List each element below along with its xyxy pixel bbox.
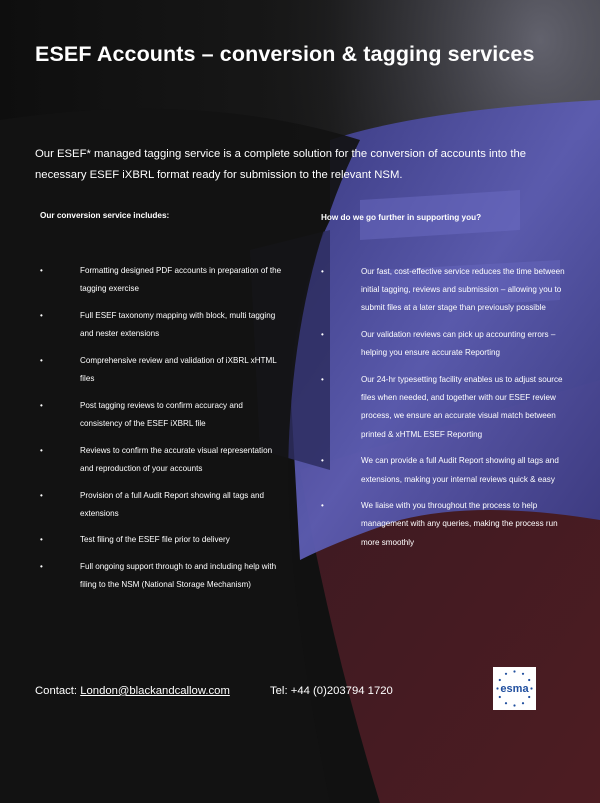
list-item — [40, 397, 285, 433]
esma-logo — [493, 667, 536, 710]
list-item — [40, 531, 285, 549]
list-item-text: Full ongoing support through to and including help with filing to the NSM (National Storage Mechanism) — [80, 562, 277, 590]
list-item — [321, 326, 571, 362]
bullet-icon: • — [40, 266, 43, 275]
list-item — [321, 263, 571, 318]
bullet-icon: • — [321, 267, 324, 276]
esma-logo-text: esma — [500, 683, 529, 695]
list-item — [40, 487, 285, 523]
list-item — [321, 371, 571, 444]
bullet-icon: • — [40, 400, 43, 410]
list-item-text: We liaise with you throughout the process to help management with any queries, making the process run more smoothly — [361, 501, 558, 547]
bullet-icon: • — [40, 562, 43, 572]
list-item — [40, 352, 285, 388]
list-item-text: Comprehensive review and validation of iXBRL xHTML files — [80, 355, 277, 384]
left-column-heading: Our conversion service includes: — [40, 211, 170, 220]
list-item-text: Our fast, cost-effective service reduces the time between initial tagging, reviews and submission – allowing you to submit files at a later stage than previously possible — [361, 267, 565, 313]
right-column-heading: How do we go further in supporting you? — [321, 213, 482, 222]
bullet-icon: • — [40, 445, 43, 455]
list-item — [321, 452, 571, 488]
conversion-services-list — [40, 262, 285, 603]
bullet-icon: • — [321, 330, 324, 340]
contact-label: Contact: — [35, 685, 78, 697]
list-item-text: Provision of a full Audit Report showing all tags and extensions — [80, 490, 265, 518]
list-item — [321, 497, 571, 552]
list-item-text: Formatting designed PDF accounts in preparation of the tagging exercise — [80, 266, 282, 294]
list-item — [40, 307, 285, 343]
bullet-icon: • — [321, 501, 324, 511]
bullet-icon: • — [40, 490, 43, 500]
support-benefits-list — [321, 263, 571, 560]
esma-logo-icon — [493, 667, 536, 710]
telephone-text: Tel: +44 (0)203794 1720 — [270, 685, 393, 697]
intro-paragraph: Our ESEF* managed tagging service is a complete solution for the conversion of accounts into the necessary ESEF iXBRL format ready for submission to the relevant NSM. — [35, 148, 527, 181]
list-item — [40, 558, 285, 594]
contact-email-link[interactable]: London@blackandcallow.com — [80, 685, 230, 697]
page-title: ESEF Accounts – conversion & tagging services — [35, 42, 535, 66]
list-item-text: Post tagging reviews to confirm accuracy and consistency of the ESEF iXBRL file — [80, 400, 243, 428]
bullet-icon: • — [321, 375, 324, 385]
bullet-icon: • — [40, 355, 43, 365]
list-item — [40, 262, 285, 298]
list-item-text: We can provide a full Audit Report showing all tags and extensions, making your internal reviews quick & easy — [361, 456, 559, 484]
contact-line — [35, 685, 230, 697]
bullet-icon: • — [40, 310, 43, 320]
list-item-text: Our 24-hr typesetting facility enables us to adjust source files when needed, and together with our ESEF review process, we ensure an accurate visual match between printed & xHTML ESEF Reporting — [361, 375, 563, 439]
list-item-text: Full ESEF taxonomy mapping with block, multi tagging and nester extensions — [80, 310, 276, 339]
list-item — [40, 442, 285, 478]
bullet-icon: • — [321, 456, 324, 466]
bullet-icon: • — [40, 535, 43, 545]
list-item-text: Test filing of the ESEF file prior to delivery — [80, 535, 230, 545]
list-item-text: Reviews to confirm the accurate visual representation and reproduction of your accounts — [80, 445, 273, 473]
list-item-text: Our validation reviews can pick up accounting errors – helping you ensure accurate Reporting — [361, 330, 556, 358]
